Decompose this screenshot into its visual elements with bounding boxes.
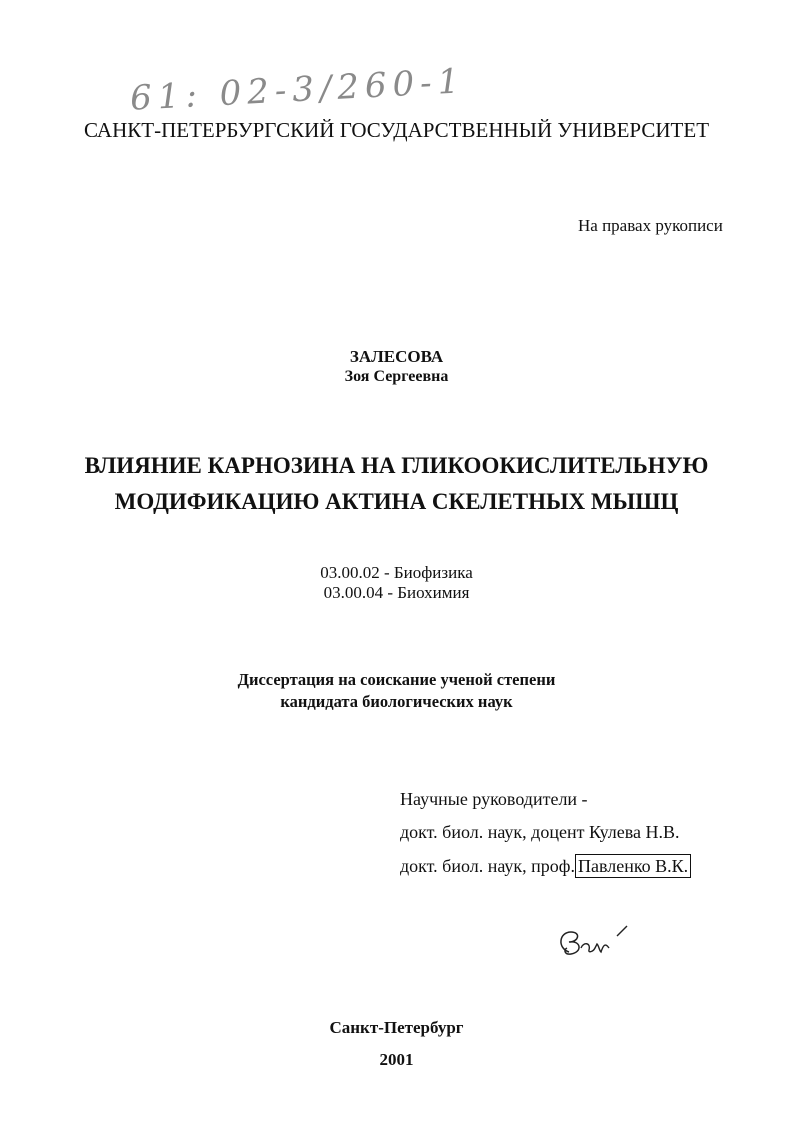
thesis-title-line-1: ВЛИЯНИЕ КАРНОЗИНА НА ГЛИКООКИСЛИТЕЛЬНУЮ bbox=[84, 453, 709, 478]
specialty-code: 03.00.02 - Биофизика bbox=[320, 563, 473, 582]
supervisors-heading: Научные руководители - bbox=[400, 789, 588, 809]
degree-line-1: Диссертация на соискание ученой степени bbox=[237, 670, 556, 689]
supervisor-2 bbox=[400, 856, 691, 877]
rights-note: На правах рукописи bbox=[578, 216, 723, 235]
thesis-title-line-2: МОДИФИКАЦИЮ АКТИНА СКЕЛЕТНЫХ МЫШЦ bbox=[114, 489, 679, 514]
author-surname: ЗАЛЕСОВА bbox=[349, 347, 444, 366]
city: Санкт-Петербург bbox=[329, 1018, 464, 1037]
author-name: Зоя Сергеевна bbox=[344, 368, 449, 385]
supervisor-2-name-boxed: Павленко В.К. bbox=[575, 854, 691, 878]
degree-line-2: кандидата биологических наук bbox=[280, 692, 513, 711]
supervisor-2-title: докт. биол. наук, проф. bbox=[400, 856, 575, 876]
signature bbox=[555, 918, 635, 968]
university-name: САНКТ-ПЕТЕРБУРГСКИЙ ГОСУДАРСТВЕННЫЙ УНИВЕРСИТЕТ bbox=[83, 118, 710, 142]
handwritten-archive-code: 61: 02-3/260-1 bbox=[129, 61, 467, 119]
year: 2001 bbox=[379, 1050, 414, 1069]
signature-icon bbox=[555, 918, 635, 963]
supervisor-1: докт. биол. наук, доцент Кулева Н.В. bbox=[400, 822, 680, 842]
specialty-code: 03.00.04 - Биохимия bbox=[323, 583, 470, 602]
